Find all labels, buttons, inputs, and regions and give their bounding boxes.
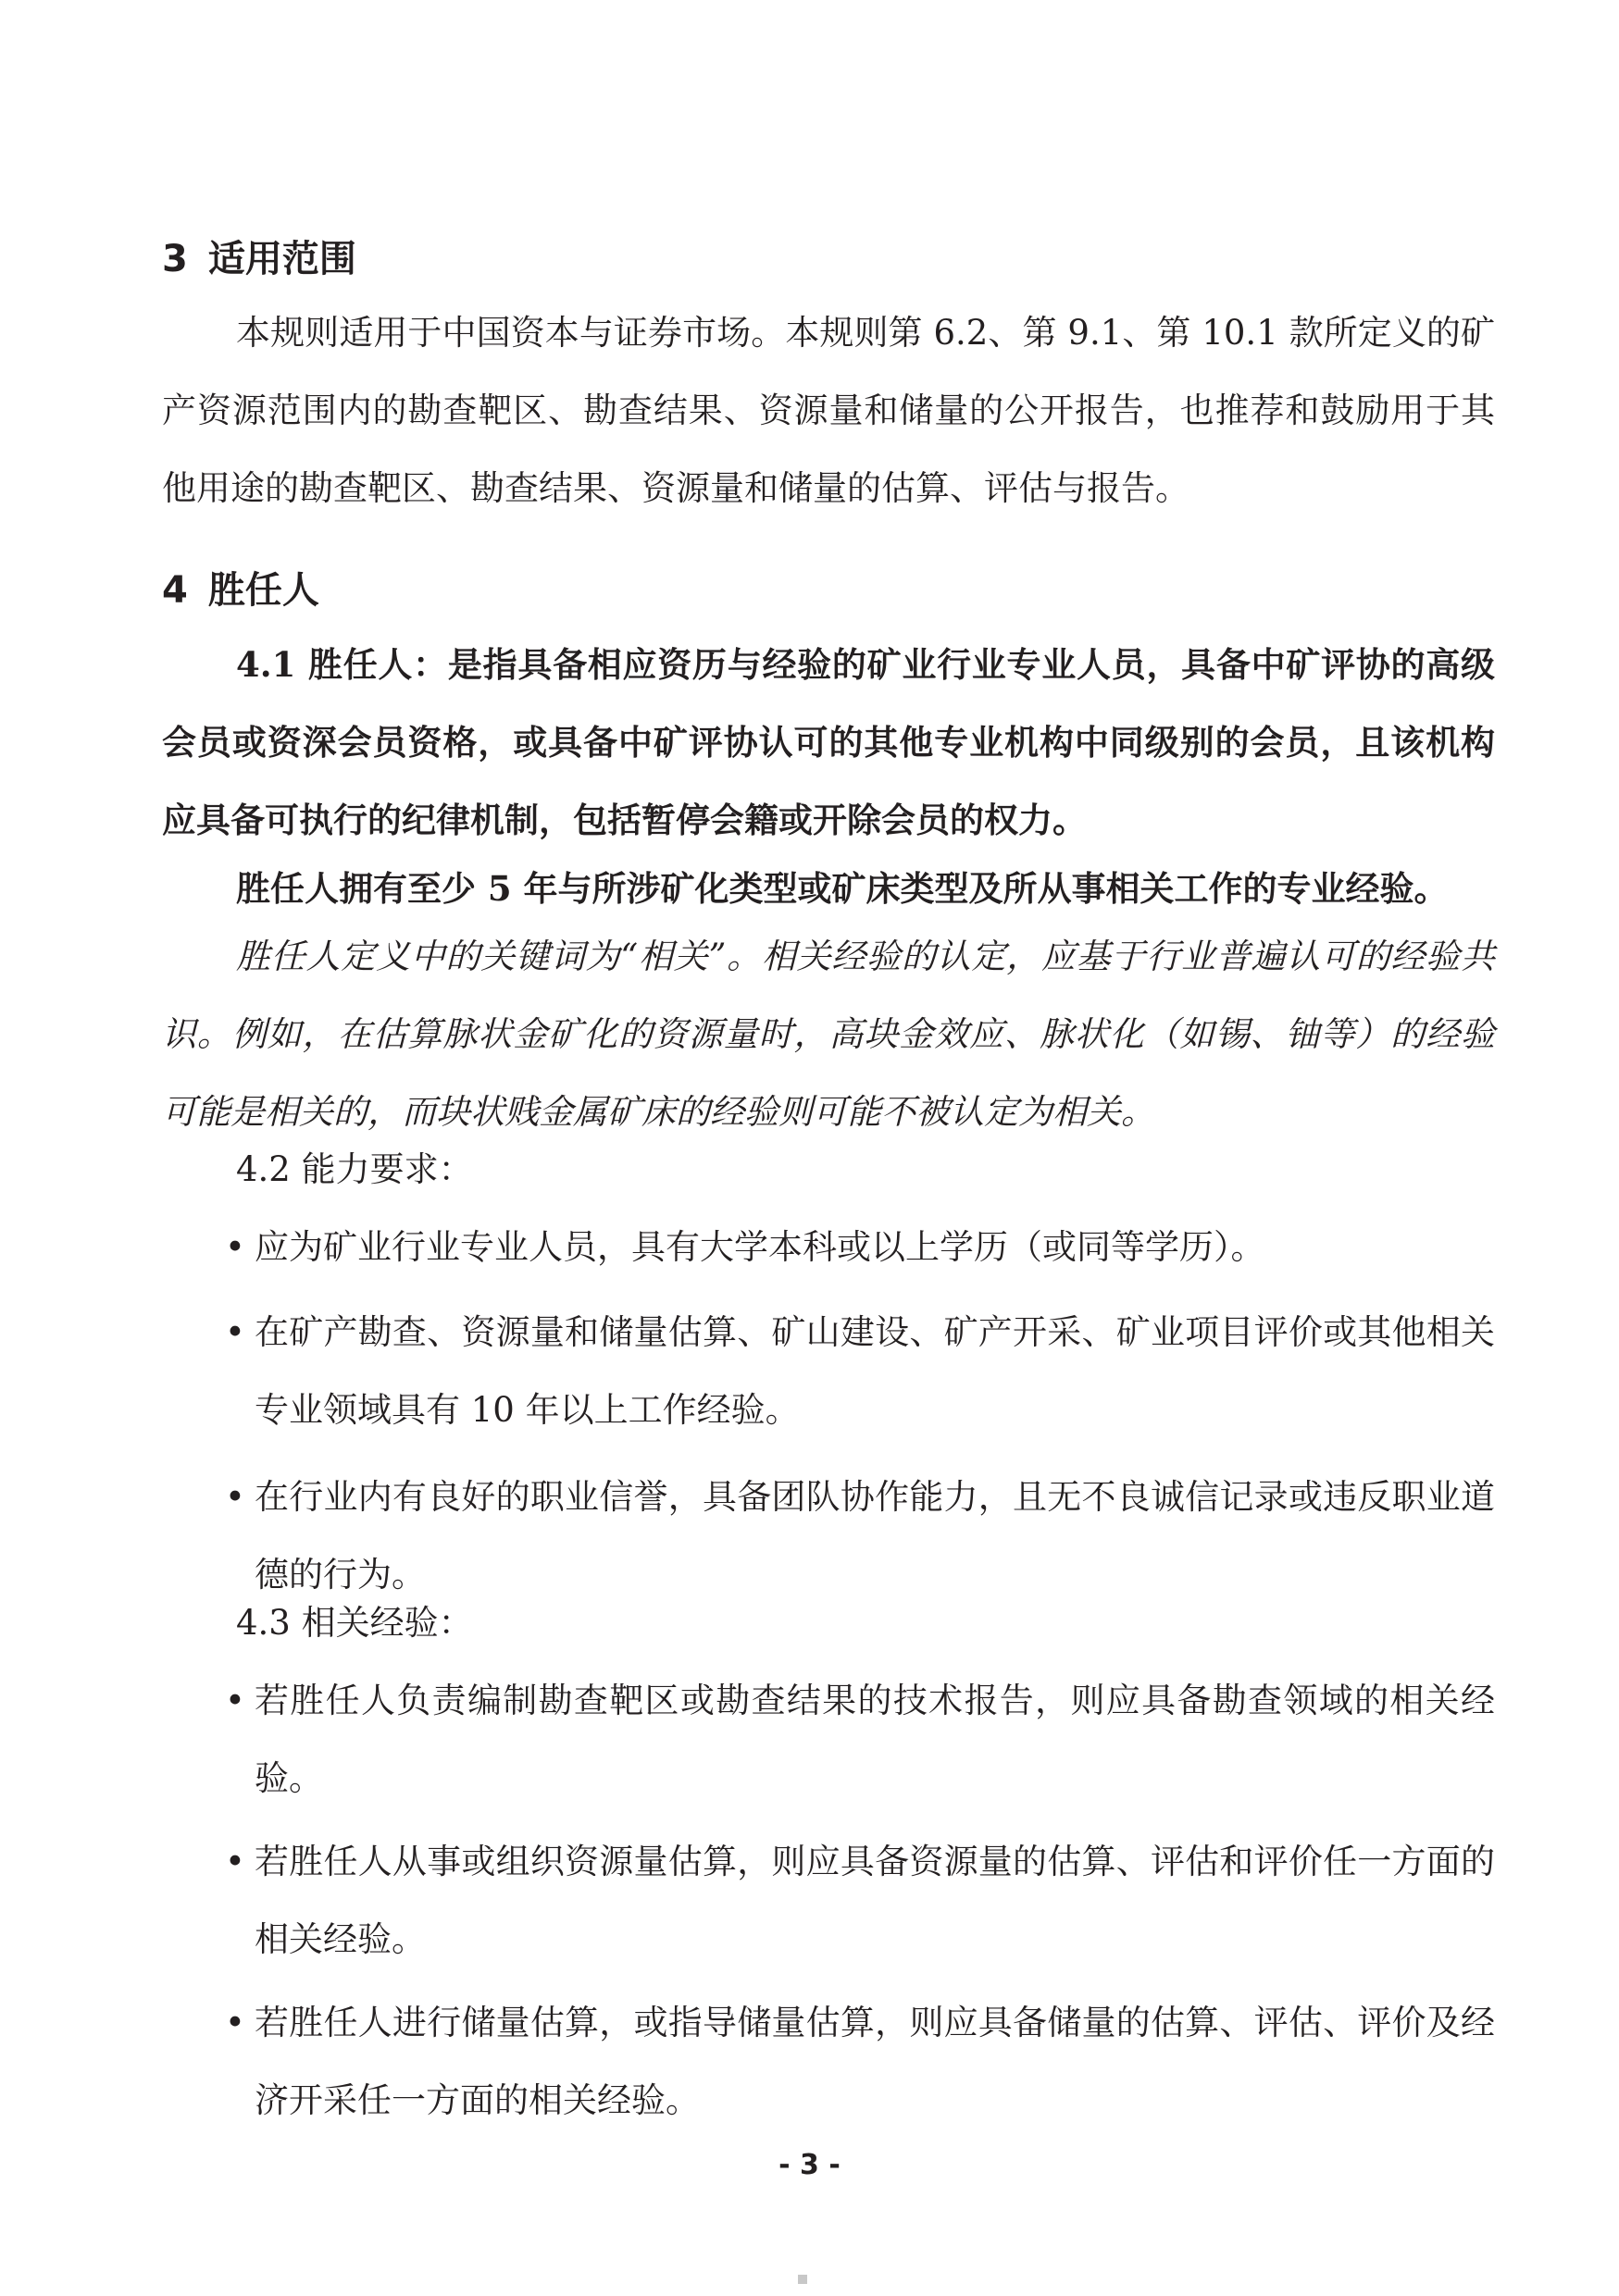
- subsection-4-2-label: 4.2 能力要求：: [236, 1149, 473, 1189]
- list-item: [225, 1209, 1495, 1286]
- experience-requirement: 胜任人拥有至少 5 年与所涉矿化类型或矿床类型及所从事相关工作的专业经验。: [236, 868, 1449, 909]
- bullet-icon: •: [225, 2003, 245, 2042]
- section-4-title: 胜任人: [207, 569, 319, 612]
- list-item-text: 若胜任人负责编制勘查靶区或勘查结果的技术报告，则应具备勘查领域的相关经验。: [255, 1681, 1495, 1798]
- section-3-title: 适用范围: [207, 238, 356, 280]
- list-item-text: 应为矿业行业专业人员，具有大学本科或以上学历（或同等学历）。: [255, 1227, 1265, 1267]
- list-item-text: 若胜任人进行储量估算，或指导储量估算，则应具备储量的估算、评估、评价及经济开采任一方面的相关经验。: [255, 2003, 1495, 2120]
- bullet-icon: •: [225, 1227, 245, 1267]
- subsection-4-3-label: 4.3 相关经验：: [236, 1603, 473, 1643]
- list-item-text: 在矿产勘查、资源量和储量估算、矿山建设、矿产开采、矿业项目评价或其他相关专业领域具有 10 年以上工作经验。: [255, 1312, 1495, 1430]
- list-item: [225, 1662, 1495, 1818]
- page-number: - 3 -: [778, 2149, 841, 2181]
- bullet-icon: •: [225, 1681, 245, 1720]
- scan-mark: [798, 2275, 807, 2284]
- competent-person-definition: 4.1 胜任人：是指具备相应资历与经验的矿业行业专业人员，具备中矿评协的高级会员或资深会员资格，或具备中矿评协认可的其他专业机构中同级别的会员，且该机构应具备可执行的纪律机制，包括暂停会籍或开除会员的权力。: [162, 644, 1495, 840]
- section-4-heading: [162, 565, 319, 616]
- section-3-body: 本规则适用于中国资本与证券市场。本规则第 6.2、第 9.1、第 10.1 款所定义的矿产资源范围内的勘查靶区、勘查结果、资源量和储量的公开报告，也推荐和鼓励用于其他用途的勘查靶区、勘查结果、资源量和储量的估算、评估与报告。: [162, 313, 1495, 508]
- bullet-icon: •: [225, 1842, 245, 1881]
- section-3-number: 3: [162, 238, 188, 280]
- list-item: [225, 1294, 1495, 1449]
- bullet-icon: •: [225, 1312, 245, 1352]
- section-3-heading: [162, 233, 356, 285]
- list-item: [225, 1984, 1495, 2140]
- relevance-note: 胜任人定义中的关键词为“相关”。相关经验的认定，应基于行业普遍认可的经验共识。例如，在估算脉状金矿化的资源量时，高块金效应、脉状化（如锡、铀等）的经验可能是相关的，而块状贱金属矿床的经验则可能不被认定为相关。: [162, 937, 1495, 1132]
- list-item: [225, 1823, 1495, 1979]
- list-item: [225, 1458, 1495, 1614]
- list-item-text: 在行业内有良好的职业信誉，具备团队协作能力，且无不良诚信记录或违反职业道德的行为。: [255, 1477, 1495, 1595]
- bullet-icon: •: [225, 1477, 245, 1517]
- list-item-text: 若胜任人从事或组织资源量估算，则应具备资源量的估算、评估和评价任一方面的相关经验。: [255, 1842, 1495, 1959]
- section-4-number: 4: [162, 569, 188, 612]
